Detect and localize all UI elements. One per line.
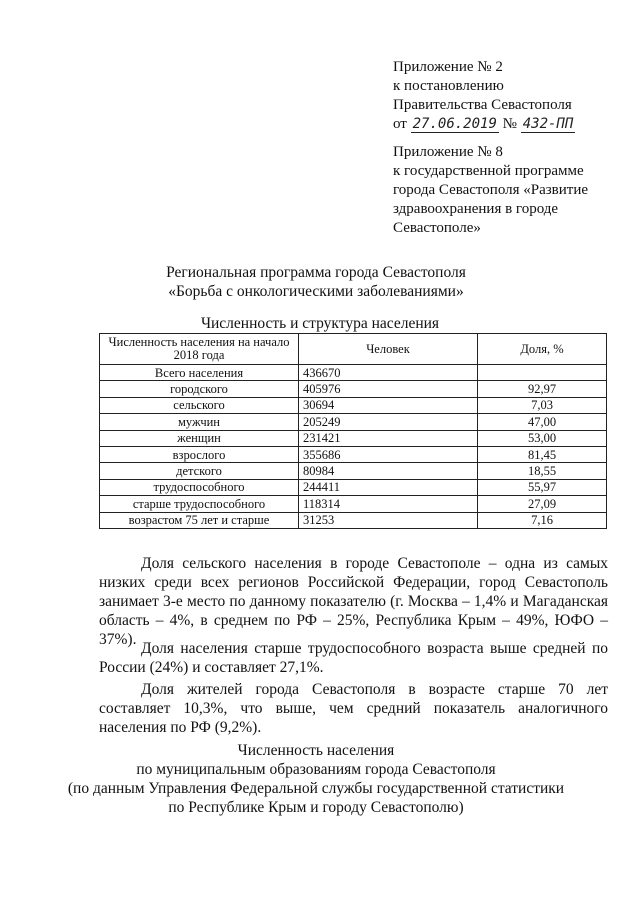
table-cell: 436670 <box>299 365 478 381</box>
table-cell: 244411 <box>299 479 478 495</box>
table-row <box>100 397 607 413</box>
table-row <box>100 414 607 430</box>
body-paragraph: Доля сельского населения в городе Севастополе – одна из самых низких среди всех регионов Российской Федерации, город Севастополь занимает 3-е место по данному показателю (г. Москва – 1,4% и Магаданская область – 4%, в среднем по РФ – 25%, Республика Крым – 49%, ЮФО – 37%). <box>99 555 608 648</box>
body-paragraph: Доля населения старше трудоспособного возраста выше средней по России (24%) и составляет 27,1%. <box>99 640 608 676</box>
table-cell: 118314 <box>299 496 478 512</box>
table-cell: женщин <box>100 430 299 446</box>
appendix-2-title: Приложение № 2 <box>393 59 503 75</box>
appendix-2-line: Правительства Севастополя <box>393 97 572 113</box>
program-title-line: Региональная программа города Севастополя <box>166 264 466 281</box>
handwritten-date: 27.06.2019 <box>412 116 497 132</box>
appendix-2-date-row <box>393 115 623 134</box>
table-cell: 47,00 <box>478 414 607 430</box>
section-title-line: Численность населения <box>237 742 395 759</box>
appendix-8-line: Севастополе» <box>393 220 481 236</box>
program-title <box>0 263 632 301</box>
column-header: Человек <box>299 334 478 365</box>
table-header-row <box>100 334 607 365</box>
appendix-8-line: города Севастополя «Развитие <box>393 182 589 198</box>
program-title-line: «Борьба с онкологическими заболеваниями» <box>168 283 464 300</box>
appendix-8-title: Приложение № 8 <box>393 144 503 160</box>
table-cell: взрослого <box>100 446 299 462</box>
table-row <box>100 446 607 462</box>
table-cell: возрастом 75 лет и старше <box>100 512 299 528</box>
table-cell: 27,09 <box>478 496 607 512</box>
table-row <box>100 463 607 479</box>
table-cell: Всего населения <box>100 365 299 381</box>
appendix-8-line: к государственной программе <box>393 163 584 179</box>
column-header: Доля, % <box>478 334 607 365</box>
table-cell: мужчин <box>100 414 299 430</box>
population-table <box>99 333 607 529</box>
table-cell: городского <box>100 381 299 397</box>
handwritten-number: 432-ПП <box>522 116 574 132</box>
section-title-line: по Республике Крым и городу Севастополю) <box>168 799 464 816</box>
table-row <box>100 479 607 495</box>
table-cell <box>478 365 607 381</box>
body-paragraph: Доля жителей города Севастополя в возрасте старше 70 лет составляет 10,3%, что выше, чем средний показатель аналогичного населения по РФ (9,2%). <box>99 681 608 736</box>
table-cell: детского <box>100 463 299 479</box>
table-cell: 80984 <box>299 463 478 479</box>
table-row <box>100 512 607 528</box>
table-cell: 231421 <box>299 430 478 446</box>
appendix-8-header <box>393 143 623 238</box>
table-row <box>100 496 607 512</box>
column-header: Численность населения на начало 2018 года <box>100 334 299 365</box>
table-cell: 31253 <box>299 512 478 528</box>
table-cell: 405976 <box>299 381 478 397</box>
number-label: № <box>502 116 517 132</box>
table-cell: 7,16 <box>478 512 607 528</box>
table-cell: 18,55 <box>478 463 607 479</box>
table-cell: сельского <box>100 397 299 413</box>
table-cell: 355686 <box>299 446 478 462</box>
table-title: Численность и структура населения <box>200 315 440 332</box>
table-cell: 7,03 <box>478 397 607 413</box>
section-title-line: по муниципальным образованиям города Севастополя <box>136 761 496 778</box>
table-cell: 81,45 <box>478 446 607 462</box>
table-row <box>100 365 607 381</box>
table-cell: 53,00 <box>478 430 607 446</box>
table-cell: старше трудоспособного <box>100 496 299 512</box>
table-row <box>100 381 607 397</box>
from-label: от <box>393 116 407 132</box>
table-cell: 55,97 <box>478 479 607 495</box>
table-cell: 205249 <box>299 414 478 430</box>
table-row <box>100 430 607 446</box>
section-title <box>0 741 632 817</box>
appendix-2-header <box>393 58 623 134</box>
appendix-8-line: здравоохранения в городе <box>393 201 559 217</box>
table-cell: трудоспособного <box>100 479 299 495</box>
table-cell: 92,97 <box>478 381 607 397</box>
appendix-2-line: к постановлению <box>393 78 504 94</box>
table-cell: 30694 <box>299 397 478 413</box>
section-title-line: (по данным Управления Федеральной службы государственной статистики <box>67 780 565 797</box>
